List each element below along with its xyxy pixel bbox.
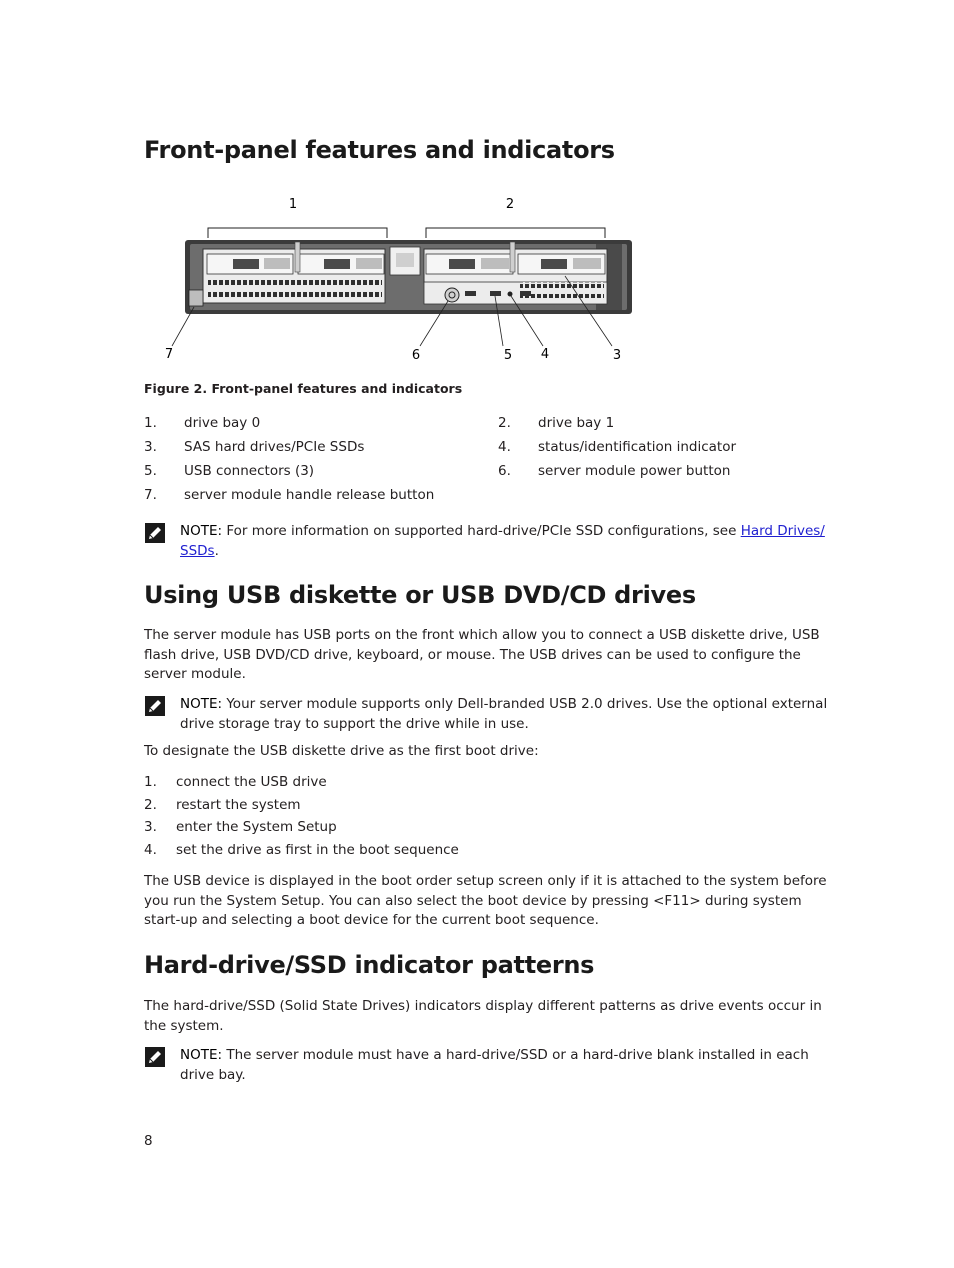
pencil-note-icon [144,695,166,717]
note-hard-drives [144,522,844,562]
section-title-indicator-patterns: Hard-drive/SSD indicator patterns [144,951,595,979]
ssds-link[interactable]: SSDs [180,542,215,559]
note-text [180,695,830,734]
note-label: NOTE: [180,1047,223,1063]
note-end: . [214,542,219,559]
callout-2: 2 [505,197,515,212]
callout-3: 3 [612,348,622,363]
callout-7: 7 [164,347,174,362]
note-body: The server module must have a hard-drive/SSD or a hard-drive blank installed in each drive bay. [180,1047,809,1083]
note-body: For more information on supported hard-drive/PCIe SSD configurations, see [222,523,741,539]
callout-6: 6 [411,348,421,363]
section-title-usb-drives: Using USB diskette or USB DVD/CD drives [144,581,696,609]
legend-num: 4. [498,439,511,455]
pencil-note-icon [144,1046,166,1068]
callout-1: 1 [288,197,298,212]
step-num: 1. [144,774,157,790]
front-panel-figure [160,192,640,368]
note-text [180,522,830,561]
page-number: 8 [144,1133,153,1149]
section-title-front-panel: Front-panel features and indicators [144,136,615,164]
legend-num: 3. [144,439,157,455]
note-drive-blank [144,1046,844,1086]
callout-4: 4 [540,347,550,362]
step-item: set the drive as first in the boot sequence [176,842,459,858]
pencil-note-icon [144,522,166,544]
legend-item: status/identification indicator [538,439,737,455]
step-num: 2. [144,797,157,813]
indicator-paragraph: The hard-drive/SSD (Solid State Drives) indicators display different patterns as drive events occur in the system. [144,998,822,1034]
step-item: connect the USB drive [176,774,327,790]
note-label: NOTE: [180,523,223,539]
legend-num: 7. [144,487,157,503]
usb-paragraph: The server module has USB ports on the front which allow you to connect a USB diskette drive, USB flash drive, USB DVD/CD drive, keyboard, or mouse. The USB drives can be used to configure the server module. [144,627,820,682]
step-num: 4. [144,842,157,858]
legend-item: SAS hard drives/PCIe SSDs [184,439,365,455]
legend-num: 5. [144,463,157,479]
boot-intro: To designate the USB diskette drive as the first boot drive: [144,743,539,759]
step-item: enter the System Setup [176,819,337,835]
legend-item: server module handle release button [184,487,435,503]
legend-num: 6. [498,463,511,479]
note-text [180,1046,830,1085]
figure-caption: Figure 2. Front-panel features and indicators [144,381,463,396]
legend-num: 1. [144,415,157,431]
legend-item: drive bay 1 [538,415,615,431]
legend-item: USB connectors (3) [184,463,315,479]
legend-item: server module power button [538,463,731,479]
hard-drives-link[interactable]: Hard Drives/ [740,523,825,539]
front-panel-diagram [160,192,640,364]
step-num: 3. [144,819,157,835]
step-item: restart the system [176,797,301,813]
legend-num: 2. [498,415,511,431]
note-usb-drives [144,695,844,735]
callout-5: 5 [503,348,513,363]
note-body: Your server module supports only Dell-branded USB 2.0 drives. Use the optional external drive storage tray to support the drive while in use. [180,696,828,732]
legend-item: drive bay 0 [184,415,261,431]
boot-order-paragraph: The USB device is displayed in the boot order setup screen only if it is attached to the system before you run the System Setup. You can also select the boot device by pressing <F11> during system start-up and selecting a boot device for the current boot sequence. [144,873,827,928]
note-label: NOTE: [180,696,223,712]
